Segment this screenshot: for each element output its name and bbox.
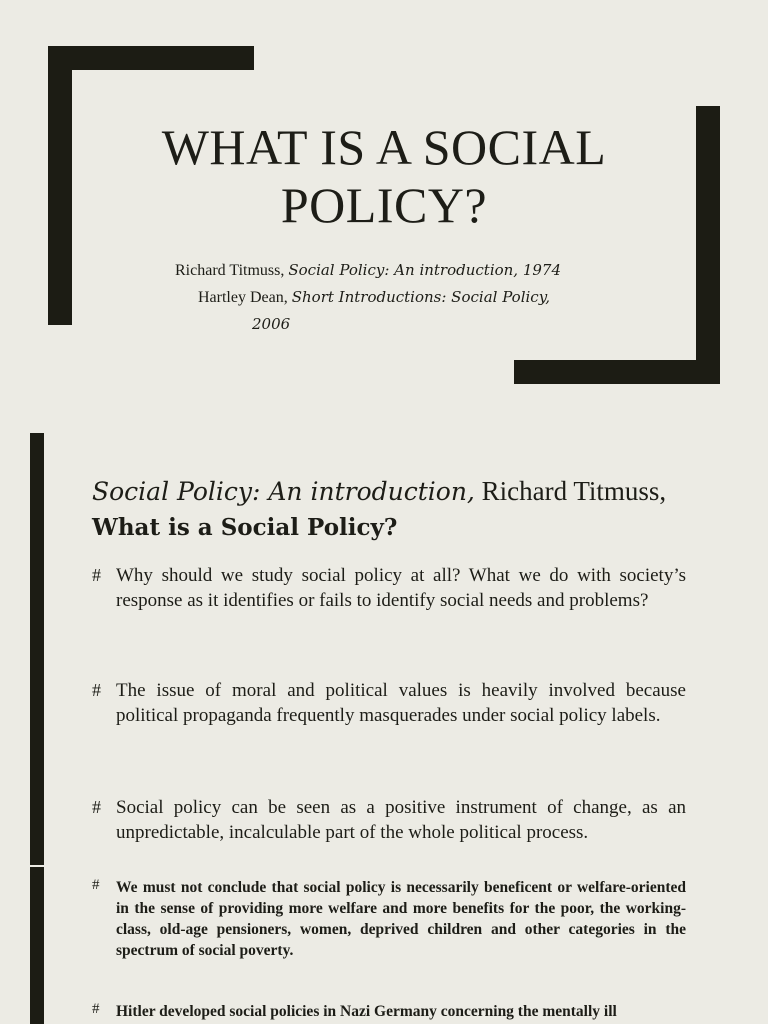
bullet-item <box>92 679 686 728</box>
heading-author: Richard Titmuss, <box>474 476 667 506</box>
credit-author: Richard Titmuss, <box>175 262 285 279</box>
slide-title-line2: POLICY? <box>280 177 488 233</box>
content-slide <box>0 410 768 1024</box>
bullet-item <box>92 564 686 613</box>
bullet-text: We must not conclude that social policy is necessarily beneficent or welfare-oriented in the sense of providing more welfare and more benefits for the poor, the working-class, old-age pensioners, women, deprived children and other categories in the spectrum of social poverty. <box>116 879 686 959</box>
hash-bullet-icon: # <box>92 877 100 893</box>
corner-bracket-top-horizontal <box>48 46 254 70</box>
heading-book-title: Social Policy: An introduction, <box>92 477 475 506</box>
bullet-text: Why should we study social policy at all? What we do with society’s response as it identifies or fails to identify social needs and problems? <box>116 565 686 611</box>
heading-question: What is a Social Policy? <box>92 514 398 541</box>
bullet-item <box>92 796 686 845</box>
bullet-item <box>92 1001 686 1022</box>
credit-line <box>175 311 655 338</box>
accent-bar-upper <box>30 433 44 865</box>
corner-bracket-top-vertical <box>48 46 72 325</box>
hash-bullet-icon: # <box>92 680 101 700</box>
slide-title <box>80 118 688 234</box>
credit-author: Hartley Dean, <box>198 289 288 306</box>
slide-title-line1: WHAT IS A SOCIAL <box>161 119 607 175</box>
bullet-text: Hitler developed social policies in Nazi Germany concerning the mentally ill <box>116 1003 617 1020</box>
hash-bullet-icon: # <box>92 565 101 585</box>
bullet-text: The issue of moral and political values is heavily involved because political propaganda frequently masquerades under social policy labels. <box>116 680 686 726</box>
credit-work: Social Policy: An introduction, 1974 <box>288 261 562 279</box>
accent-bar-lower <box>30 867 44 1024</box>
content-heading <box>92 474 712 545</box>
title-slide <box>0 0 768 410</box>
bullet-text: Social policy can be seen as a positive instrument of change, as an unpredictable, incalculable part of the whole political process. <box>116 797 686 843</box>
corner-bracket-bottom-vertical <box>696 106 720 384</box>
hash-bullet-icon: # <box>92 1001 100 1017</box>
credit-line <box>175 257 655 284</box>
bullet-item <box>92 877 686 961</box>
corner-bracket-bottom-horizontal <box>514 360 720 384</box>
source-credits <box>175 257 655 338</box>
credit-year: 2006 <box>252 315 291 333</box>
credit-work: Short Introductions: Social Policy, <box>291 288 550 306</box>
credit-line <box>175 284 655 311</box>
hash-bullet-icon: # <box>92 797 101 817</box>
